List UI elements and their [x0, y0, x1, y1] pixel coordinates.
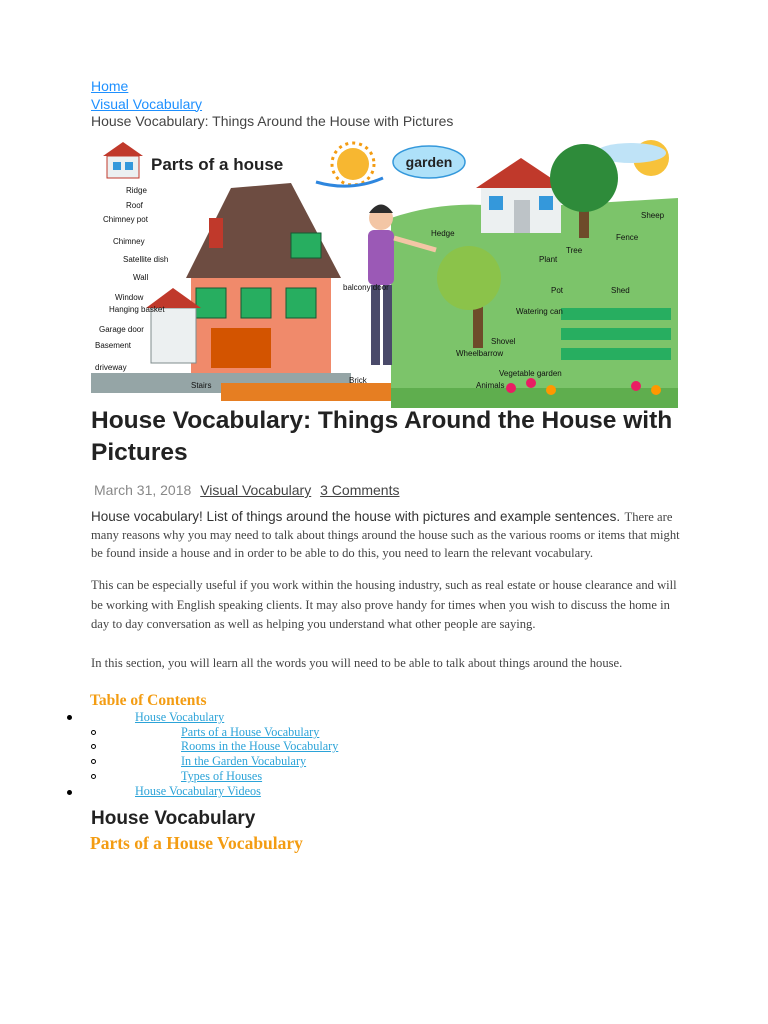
toc-subitem	[181, 725, 319, 740]
toc-bullet	[67, 790, 72, 795]
label-brick: Brick	[349, 376, 367, 385]
label-wheelbarrow: Wheelbarrow	[456, 349, 504, 358]
article-title: House Vocabulary: Things Around the House with Pictures	[91, 407, 673, 466]
toc-sub-bullet	[91, 730, 96, 735]
toc-link-house-vocabulary[interactable]: House Vocabulary	[135, 710, 225, 724]
toc-title: Table of Contents	[90, 692, 207, 709]
toc-sub-bullet	[91, 759, 96, 764]
toc-sub-bullet	[91, 774, 96, 779]
label-basement: Basement	[95, 341, 132, 350]
label-vegetable-garden: Vegetable garden	[499, 369, 562, 378]
breadcrumb-category-link[interactable]: Visual Vocabulary	[91, 95, 203, 112]
intro-body: There are many reasons why you may need to talk about things around the house such as the various rooms or items that might be found inside a house and in order to be able to do this, you need to learn the relevant vocabulary.	[91, 510, 680, 560]
paragraph-2: This can be especially useful if you work within the housing industry, such as real estate or house clearance and will be working with English speaking clients. It may also prove handy for times when you wish to discuss the home in day to day conversation as well as helping you understand what other people are saying.	[91, 578, 677, 632]
vegetable-garden-illustration	[561, 308, 671, 360]
house-vocabulary-illustration	[91, 138, 678, 408]
label-shed: Shed	[611, 286, 630, 295]
label-sheep: Sheep	[641, 211, 665, 220]
toc-subitem	[181, 769, 262, 784]
breadcrumb-home-link[interactable]: Home	[91, 78, 129, 94]
article-meta	[94, 482, 399, 498]
label-plant: Plant	[539, 255, 558, 264]
toc-subitem	[181, 754, 306, 769]
intro-lead: House vocabulary! List of things around the house with pictures and example sentences.	[91, 509, 621, 524]
toc-bullet	[67, 715, 72, 720]
section-subheading: Parts of a House Vocabulary	[90, 833, 303, 853]
label-satellite-dish: Satellite dish	[123, 255, 169, 264]
paragraph-3: In this section, you will learn all the words you will need to be able to talk about things around the house.	[91, 656, 623, 670]
label-roof: Roof	[126, 201, 143, 210]
toc-link-parts-of-house[interactable]: Parts of a House Vocabulary	[181, 725, 320, 739]
label-garage-door: Garage door	[99, 325, 144, 334]
toc-link-types-of-houses[interactable]: Types of Houses	[181, 769, 263, 783]
section-heading: House Vocabulary	[91, 808, 256, 829]
label-pot: Pot	[551, 286, 564, 295]
category-link[interactable]: Visual Vocabulary	[200, 482, 312, 498]
hero-heading-left: Parts of a house	[151, 155, 284, 174]
label-hedge: Hedge	[431, 229, 455, 238]
breadcrumb-current: House Vocabulary: Things Around the House with Pictures	[91, 113, 454, 129]
breadcrumb	[91, 78, 453, 131]
toc-link-videos[interactable]: House Vocabulary Videos	[135, 784, 261, 798]
label-chimney: Chimney	[113, 237, 145, 246]
toc-item	[135, 710, 224, 725]
toc-link-rooms[interactable]: Rooms in the House Vocabulary	[181, 739, 339, 753]
label-shovel: Shovel	[491, 337, 516, 346]
toc-link-garden[interactable]: In the Garden Vocabulary	[181, 754, 307, 768]
hero-heading-right: garden	[405, 154, 453, 170]
comments-link[interactable]: 3 Comments	[320, 482, 400, 498]
label-hanging-basket: Hanging basket	[109, 305, 165, 314]
label-fence: Fence	[616, 233, 639, 242]
toc-subitem	[181, 739, 338, 754]
label-ridge: Ridge	[126, 186, 147, 195]
label-balcony-door: balcony door	[343, 283, 389, 292]
post-date: March 31, 2018	[94, 482, 192, 498]
label-animals: Animals	[476, 381, 505, 390]
label-wall: Wall	[133, 273, 149, 282]
fence-illustration	[221, 383, 391, 401]
label-watering-can: Watering can	[516, 307, 563, 316]
toc-sub-bullet	[91, 744, 96, 749]
label-chimney-pot: Chimney pot	[103, 215, 148, 224]
intro-paragraph	[91, 508, 681, 562]
label-driveway: driveway	[95, 363, 127, 372]
label-tree: Tree	[566, 246, 583, 255]
label-stairs: Stairs	[191, 381, 212, 390]
label-window: Window	[115, 293, 144, 302]
toc-item	[135, 784, 261, 799]
